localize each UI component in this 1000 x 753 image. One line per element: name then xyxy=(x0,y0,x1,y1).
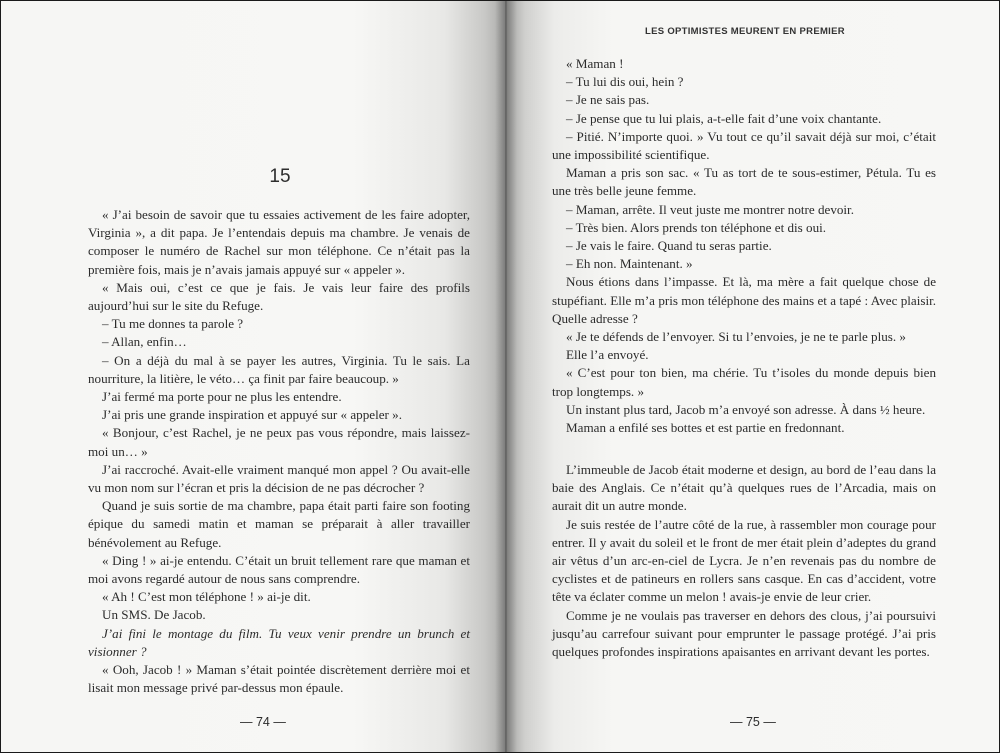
paragraph: L’immeuble de Jacob était moderne et design, au bord de l’eau dans la baie des Anglais. Ce n’était qu’à quelques rues de l’Arcadia, mais on aurait dit un autre monde. xyxy=(552,462,936,514)
paragraph: Comme je ne voulais pas traverser en dehors des clous, j’ai poursuivi jusqu’au carrefour suivant pour emprunter le passage protégé. J’ai pris quelques profondes inspirations apaisantes en arrivant devant les portes. xyxy=(552,607,936,660)
page-number-right: — 75 — xyxy=(730,715,776,729)
paragraph-italic xyxy=(88,625,470,661)
left-page-body xyxy=(88,206,470,697)
paragraph: Un instant plus tard, Jacob m’a envoyé son adresse. À dans ½ heure. xyxy=(566,401,926,417)
right-page xyxy=(505,0,1000,753)
sms-text: J’ai fini le montage du film. Tu veux venir prendre un brunch et visionner ? xyxy=(88,625,470,659)
paragraph: – Très bien. Alors prends ton téléphone et dis oui. xyxy=(566,219,827,235)
paragraph: Maman a enfilé ses bottes et est partie en fredonnant. xyxy=(566,420,845,436)
paragraph: « J’ai besoin de savoir que tu essaies activement de les faire adopter, Virginia », a dit papa. Je l’entendais depuis ma chambre. Je venais de composer le numéro de Rachel sur mon téléphone. Ce n’était pas la première fois, mais je n’avais jamais appuyé sur « appeler ». xyxy=(88,207,470,277)
paragraph: Maman a pris son sac. « Tu as tort de te sous-estimer, Pétula. Tu es une très belle jeune femme. xyxy=(552,165,936,199)
paragraph: Un SMS. De Jacob. xyxy=(102,607,206,623)
paragraph: – Maman, arrête. Il veut juste me montrer notre devoir. xyxy=(566,201,854,217)
right-page-body-bottom xyxy=(552,461,936,661)
paragraph: Nous étions dans l’impasse. Et là, ma mère a fait quelque chose de stupéfiant. Elle m’a pris mon téléphone des mains et a tapé : Avec plaisir. Quelle adresse ? xyxy=(552,274,936,326)
paragraph: « Ding ! » ai-je entendu. C’était un bruit tellement rare que maman et moi avons regardé autour de nous sans comprendre. xyxy=(88,552,470,587)
paragraph: J’ai pris une grande inspiration et appuyé sur « appeler ». xyxy=(102,407,402,423)
right-page-body-top xyxy=(552,55,936,437)
paragraph: – On a déjà du mal à se payer les autres, Virginia. Tu le sais. La nourriture, la litière, le véto… ça finit par faire beaucoup. » xyxy=(88,352,470,386)
running-head: LES OPTIMISTES MEURENT EN PREMIER xyxy=(645,26,845,37)
paragraph: Je suis restée de l’autre côté de la rue, à rassembler mon courage pour entrer. Il y avait du soleil et le front de mer était plein d’adeptes du grand air vêtus d’un arc-en-ciel de Lycra. Je n’en revenais pas du nombre de cyclistes et de patineurs en rollers sans casque. En cas d’accident, votre tête va éclater comme un melon ! avais-je envie de leur crier. xyxy=(552,516,936,605)
paragraph: – Je ne sais pas. xyxy=(566,92,650,108)
paragraph: – Tu me donnes ta parole ? xyxy=(102,316,244,332)
paragraph: J’ai raccroché. Avait-elle vraiment manqué mon appel ? Ou avait-elle vu mon nom sur l’écran et pris la décision de ne pas décrocher ? xyxy=(88,461,470,496)
paragraph: « Bonjour, c’est Rachel, je ne peux pas vous répondre, mais laissez-moi un… » xyxy=(88,425,470,459)
paragraph: « Ah ! C’est mon téléphone ! » ai-je dit. xyxy=(102,589,311,605)
paragraph: – Je pense que tu lui plais, a-t-elle fait d’une voix chantante. xyxy=(566,110,882,126)
paragraph: « Ooh, Jacob ! » Maman s’était pointée discrètement derrière moi et lisait mon message privé par-dessus mon épaule. xyxy=(88,662,470,696)
paragraph: « Maman ! xyxy=(566,56,624,71)
paragraph: J’ai fermé ma porte pour ne plus les entendre. xyxy=(102,389,342,405)
paragraph: « Je te défends de l’envoyer. Si tu l’envoies, je ne te parle plus. » xyxy=(566,329,906,345)
page-number-left: — 74 — xyxy=(240,715,286,729)
paragraph: « Mais oui, c’est ce que je fais. Je vais leur faire des profils aujourd’hui sur le site du Refuge. xyxy=(88,279,470,314)
paragraph: – Tu lui dis oui, hein ? xyxy=(566,74,684,90)
paragraph: – Allan, enfin… xyxy=(102,334,187,350)
paragraph: « C’est pour ton bien, ma chérie. Tu t’isoles du monde depuis bien trop longtemps. » xyxy=(552,365,936,399)
paragraph: – Pitié. N’importe quoi. » Vu tout ce qu’il savait déjà sur moi, c’était une impossibilité scientifique. xyxy=(552,128,936,163)
paragraph: – Eh non. Maintenant. » xyxy=(566,256,693,272)
gutter-shadow xyxy=(495,0,517,753)
paragraph: Elle l’a envoyé. xyxy=(566,347,649,363)
chapter-number: 15 xyxy=(269,166,291,187)
paragraph: Quand je suis sortie de ma chambre, papa était parti faire son footing épique du samedi matin et maman se préparait à aller travailler bénévolement au Refuge. xyxy=(88,498,470,550)
paragraph: – Je vais le faire. Quand tu seras partie. xyxy=(566,238,772,254)
